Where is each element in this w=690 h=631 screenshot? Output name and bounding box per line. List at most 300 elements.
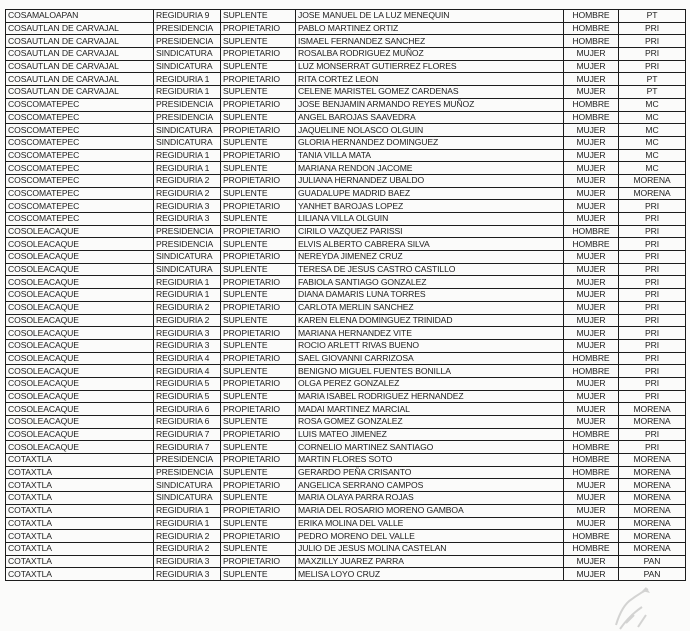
position-cell: REGIDURIA 5 [154, 377, 221, 390]
municipality-cell: COSAUTLAN DE CARVAJAL [6, 86, 154, 99]
role-cell: PROPIETARIO [221, 504, 296, 517]
candidate-name-cell: ANGEL BAROJAS SAAVEDRA [296, 111, 564, 124]
role-cell: PROPIETARIO [221, 530, 296, 543]
gender-cell: HOMBRE [564, 365, 619, 378]
table-row [6, 479, 686, 492]
municipality-cell: COSOLEACAQUE [6, 403, 154, 416]
table-row [6, 466, 686, 479]
role-cell: PROPIETARIO [221, 174, 296, 187]
position-cell: SINDICATURA [154, 60, 221, 73]
gender-cell: MUJER [564, 517, 619, 530]
party-cell: PRI [619, 213, 686, 226]
role-cell: PROPIETARIO [221, 301, 296, 314]
candidate-table-body [6, 10, 686, 581]
table-row [6, 22, 686, 35]
position-cell: SINDICATURA [154, 48, 221, 61]
party-cell: MORENA [619, 530, 686, 543]
party-cell: PRI [619, 441, 686, 454]
gender-cell: MUJER [564, 377, 619, 390]
party-cell: PRI [619, 365, 686, 378]
candidate-name-cell: GUADALUPE MADRID BAEZ [296, 187, 564, 200]
gender-cell: MUJER [564, 124, 619, 137]
party-cell: PRI [619, 238, 686, 251]
municipality-cell: COSCOMATEPEC [6, 174, 154, 187]
candidate-name-cell: JOSE BENJAMIN ARMANDO REYES MUÑOZ [296, 98, 564, 111]
table-row [6, 48, 686, 61]
party-cell: PRI [619, 352, 686, 365]
gender-cell: HOMBRE [564, 238, 619, 251]
table-row [6, 35, 686, 48]
candidate-name-cell: FABIOLA SANTIAGO GONZALEZ [296, 276, 564, 289]
candidate-name-cell: MADAI MARTINEZ MARCIAL [296, 403, 564, 416]
municipality-cell: COSCOMATEPEC [6, 200, 154, 213]
candidate-name-cell: MAXZILLY JUAREZ PARRA [296, 555, 564, 568]
role-cell: SUPLENTE [221, 441, 296, 454]
candidate-name-cell: LILIANA VILLA OLGUIN [296, 213, 564, 226]
candidate-name-cell: MARIA ISABEL RODRIGUEZ HERNANDEZ [296, 390, 564, 403]
table-row [6, 441, 686, 454]
role-cell: SUPLENTE [221, 263, 296, 276]
table-row [6, 73, 686, 86]
gender-cell: MUJER [564, 504, 619, 517]
municipality-cell: COSAUTLAN DE CARVAJAL [6, 60, 154, 73]
municipality-cell: COSCOMATEPEC [6, 213, 154, 226]
position-cell: REGIDURIA 7 [154, 428, 221, 441]
party-cell: MORENA [619, 479, 686, 492]
position-cell: REGIDURIA 1 [154, 73, 221, 86]
role-cell: SUPLENTE [221, 86, 296, 99]
party-cell: MORENA [619, 187, 686, 200]
table-row [6, 568, 686, 581]
party-cell: PRI [619, 390, 686, 403]
table-row [6, 86, 686, 99]
gender-cell: MUJER [564, 149, 619, 162]
table-row [6, 428, 686, 441]
municipality-cell: COSAUTLAN DE CARVAJAL [6, 48, 154, 61]
candidate-name-cell: LUZ MONSERRAT GUTIERREZ FLORES [296, 60, 564, 73]
candidate-name-cell: TERESA DE JESUS CASTRO CASTILLO [296, 263, 564, 276]
candidate-name-cell: JULIANA HERNANDEZ UBALDO [296, 174, 564, 187]
table-row [6, 174, 686, 187]
candidate-name-cell: MARIANA RENDON JACOME [296, 162, 564, 175]
position-cell: REGIDURIA 4 [154, 352, 221, 365]
municipality-cell: COTAXTLA [6, 517, 154, 530]
role-cell: SUPLENTE [221, 314, 296, 327]
position-cell: REGIDURIA 1 [154, 517, 221, 530]
gender-cell: MUJER [564, 60, 619, 73]
party-cell: MC [619, 124, 686, 137]
municipality-cell: COTAXTLA [6, 479, 154, 492]
municipality-cell: COSOLEACAQUE [6, 314, 154, 327]
role-cell: SUPLENTE [221, 339, 296, 352]
candidate-table [5, 9, 686, 581]
official-stamp-mark [612, 585, 654, 631]
role-cell: PROPIETARIO [221, 479, 296, 492]
position-cell: REGIDURIA 5 [154, 390, 221, 403]
party-cell: PRI [619, 327, 686, 340]
role-cell: SUPLENTE [221, 466, 296, 479]
party-cell: PRI [619, 377, 686, 390]
role-cell: SUPLENTE [221, 390, 296, 403]
position-cell: REGIDURIA 6 [154, 416, 221, 429]
gender-cell: HOMBRE [564, 530, 619, 543]
party-cell: MORENA [619, 504, 686, 517]
role-cell: PROPIETARIO [221, 352, 296, 365]
candidate-name-cell: JAQUELINE NOLASCO OLGUIN [296, 124, 564, 137]
position-cell: REGIDURIA 1 [154, 504, 221, 517]
role-cell: SUPLENTE [221, 542, 296, 555]
municipality-cell: COTAXTLA [6, 454, 154, 467]
gender-cell: MUJER [564, 314, 619, 327]
gender-cell: MUJER [564, 555, 619, 568]
role-cell: SUPLENTE [221, 111, 296, 124]
role-cell: PROPIETARIO [221, 555, 296, 568]
party-cell: PRI [619, 60, 686, 73]
gender-cell: HOMBRE [564, 441, 619, 454]
role-cell: SUPLENTE [221, 136, 296, 149]
gender-cell: MUJER [564, 213, 619, 226]
party-cell: MORENA [619, 174, 686, 187]
role-cell: PROPIETARIO [221, 276, 296, 289]
position-cell: REGIDURIA 2 [154, 542, 221, 555]
gender-cell: MUJER [564, 492, 619, 505]
position-cell: REGIDURIA 2 [154, 187, 221, 200]
candidate-name-cell: SAEL GIOVANNI CARRIZOSA [296, 352, 564, 365]
role-cell: PROPIETARIO [221, 403, 296, 416]
gender-cell: MUJER [564, 136, 619, 149]
municipality-cell: COSAMALOAPAN [6, 10, 154, 23]
municipality-cell: COSCOMATEPEC [6, 98, 154, 111]
table-row [6, 314, 686, 327]
party-cell: PT [619, 86, 686, 99]
table-row [6, 213, 686, 226]
table-row [6, 517, 686, 530]
role-cell: SUPLENTE [221, 517, 296, 530]
gender-cell: MUJER [564, 187, 619, 200]
position-cell: REGIDURIA 3 [154, 327, 221, 340]
role-cell: SUPLENTE [221, 187, 296, 200]
gender-cell: MUJER [564, 568, 619, 581]
gender-cell: HOMBRE [564, 35, 619, 48]
party-cell: PRI [619, 289, 686, 302]
position-cell: REGIDURIA 3 [154, 200, 221, 213]
table-row [6, 200, 686, 213]
gender-cell: HOMBRE [564, 225, 619, 238]
candidate-name-cell: ROSALBA RODRIGUEZ MUÑOZ [296, 48, 564, 61]
position-cell: SINDICATURA [154, 124, 221, 137]
gender-cell: HOMBRE [564, 98, 619, 111]
role-cell: PROPIETARIO [221, 327, 296, 340]
municipality-cell: COSOLEACAQUE [6, 263, 154, 276]
position-cell: REGIDURIA 9 [154, 10, 221, 23]
table-row [6, 149, 686, 162]
table-row [6, 492, 686, 505]
position-cell: PRESIDENCIA [154, 22, 221, 35]
table-row [6, 187, 686, 200]
position-cell: REGIDURIA 3 [154, 213, 221, 226]
party-cell: PT [619, 10, 686, 23]
position-cell: SINDICATURA [154, 492, 221, 505]
table-row [6, 365, 686, 378]
position-cell: REGIDURIA 7 [154, 441, 221, 454]
party-cell: MORENA [619, 492, 686, 505]
candidate-name-cell: KAREN ELENA DOMINGUEZ TRINIDAD [296, 314, 564, 327]
candidate-name-cell: GERARDO PEÑA CRISANTO [296, 466, 564, 479]
role-cell: SUPLENTE [221, 416, 296, 429]
position-cell: REGIDURIA 3 [154, 339, 221, 352]
municipality-cell: COTAXTLA [6, 555, 154, 568]
municipality-cell: COSCOMATEPEC [6, 149, 154, 162]
municipality-cell: COSCOMATEPEC [6, 162, 154, 175]
gender-cell: MUJER [564, 200, 619, 213]
position-cell: REGIDURIA 1 [154, 149, 221, 162]
candidate-name-cell: CARLOTA MERLIN SANCHEZ [296, 301, 564, 314]
party-cell: MORENA [619, 416, 686, 429]
party-cell: PAN [619, 568, 686, 581]
candidate-name-cell: YANHET BAROJAS LOPEZ [296, 200, 564, 213]
candidate-name-cell: PEDRO MORENO DEL VALLE [296, 530, 564, 543]
candidate-name-cell: OLGA PEREZ GONZALEZ [296, 377, 564, 390]
candidate-name-cell: GLORIA HERNANDEZ DOMINGUEZ [296, 136, 564, 149]
table-row [6, 98, 686, 111]
position-cell: REGIDURIA 1 [154, 289, 221, 302]
municipality-cell: COSAUTLAN DE CARVAJAL [6, 73, 154, 86]
role-cell: PROPIETARIO [221, 251, 296, 264]
municipality-cell: COSCOMATEPEC [6, 136, 154, 149]
party-cell: MORENA [619, 542, 686, 555]
municipality-cell: COTAXTLA [6, 542, 154, 555]
position-cell: REGIDURIA 3 [154, 568, 221, 581]
position-cell: SINDICATURA [154, 263, 221, 276]
gender-cell: MUJER [564, 73, 619, 86]
table-row [6, 111, 686, 124]
position-cell: SINDICATURA [154, 251, 221, 264]
table-row [6, 238, 686, 251]
position-cell: REGIDURIA 1 [154, 86, 221, 99]
position-cell: PRESIDENCIA [154, 35, 221, 48]
role-cell: PROPIETARIO [221, 98, 296, 111]
gender-cell: MUJER [564, 403, 619, 416]
position-cell: PRESIDENCIA [154, 111, 221, 124]
municipality-cell: COSOLEACAQUE [6, 441, 154, 454]
table-row [6, 289, 686, 302]
municipality-cell: COSAUTLAN DE CARVAJAL [6, 22, 154, 35]
candidate-name-cell: PABLO MARTINEZ ORTIZ [296, 22, 564, 35]
table-row [6, 136, 686, 149]
municipality-cell: COTAXTLA [6, 466, 154, 479]
municipality-cell: COSOLEACAQUE [6, 225, 154, 238]
gender-cell: HOMBRE [564, 466, 619, 479]
municipality-cell: COSOLEACAQUE [6, 365, 154, 378]
candidate-name-cell: ROCIO ARLETT RIVAS BUENO [296, 339, 564, 352]
role-cell: SUPLENTE [221, 492, 296, 505]
role-cell: SUPLENTE [221, 162, 296, 175]
position-cell: SINDICATURA [154, 479, 221, 492]
table-row [6, 276, 686, 289]
party-cell: MORENA [619, 403, 686, 416]
gender-cell: HOMBRE [564, 10, 619, 23]
party-cell: MC [619, 136, 686, 149]
position-cell: REGIDURIA 1 [154, 276, 221, 289]
party-cell: MC [619, 162, 686, 175]
municipality-cell: COSOLEACAQUE [6, 301, 154, 314]
gender-cell: MUJER [564, 327, 619, 340]
party-cell: PT [619, 73, 686, 86]
table-row [6, 403, 686, 416]
municipality-cell: COSOLEACAQUE [6, 390, 154, 403]
party-cell: PRI [619, 225, 686, 238]
municipality-cell: COSCOMATEPEC [6, 124, 154, 137]
gender-cell: MUJER [564, 339, 619, 352]
municipality-cell: COSOLEACAQUE [6, 377, 154, 390]
candidate-list-sheet [5, 9, 685, 581]
role-cell: PROPIETARIO [221, 225, 296, 238]
gender-cell: MUJER [564, 48, 619, 61]
position-cell: REGIDURIA 6 [154, 403, 221, 416]
party-cell: MORENA [619, 466, 686, 479]
gender-cell: MUJER [564, 251, 619, 264]
municipality-cell: COTAXTLA [6, 492, 154, 505]
table-row [6, 251, 686, 264]
role-cell: PROPIETARIO [221, 377, 296, 390]
position-cell: PRESIDENCIA [154, 466, 221, 479]
candidate-name-cell: MARIA OLAYA PARRA ROJAS [296, 492, 564, 505]
position-cell: REGIDURIA 1 [154, 162, 221, 175]
municipality-cell: COSOLEACAQUE [6, 238, 154, 251]
gender-cell: HOMBRE [564, 111, 619, 124]
party-cell: PRI [619, 22, 686, 35]
position-cell: PRESIDENCIA [154, 225, 221, 238]
gender-cell: MUJER [564, 390, 619, 403]
candidate-name-cell: MARIA DEL ROSARIO MORENO GAMBOA [296, 504, 564, 517]
table-row [6, 301, 686, 314]
table-row [6, 162, 686, 175]
table-row [6, 454, 686, 467]
gender-cell: HOMBRE [564, 352, 619, 365]
role-cell: SUPLENTE [221, 35, 296, 48]
role-cell: SUPLENTE [221, 238, 296, 251]
party-cell: PAN [619, 555, 686, 568]
party-cell: MC [619, 98, 686, 111]
candidate-name-cell: ANGELICA SERRANO CAMPOS [296, 479, 564, 492]
candidate-name-cell: CELENE MARISTEL GOMEZ CARDENAS [296, 86, 564, 99]
candidate-name-cell: ERIKA MOLINA DEL VALLE [296, 517, 564, 530]
position-cell: REGIDURIA 3 [154, 555, 221, 568]
role-cell: PROPIETARIO [221, 200, 296, 213]
candidate-name-cell: DIANA DAMARIS LUNA TORRES [296, 289, 564, 302]
party-cell: PRI [619, 48, 686, 61]
role-cell: PROPIETARIO [221, 48, 296, 61]
role-cell: PROPIETARIO [221, 73, 296, 86]
municipality-cell: COSOLEACAQUE [6, 276, 154, 289]
candidate-name-cell: ISMAEL FERNANDEZ SANCHEZ [296, 35, 564, 48]
position-cell: REGIDURIA 2 [154, 530, 221, 543]
position-cell: REGIDURIA 2 [154, 314, 221, 327]
candidate-name-cell: NEREYDA JIMENEZ CRUZ [296, 251, 564, 264]
role-cell: SUPLENTE [221, 365, 296, 378]
role-cell: PROPIETARIO [221, 149, 296, 162]
party-cell: PRI [619, 276, 686, 289]
candidate-name-cell: ELVIS ALBERTO CABRERA SILVA [296, 238, 564, 251]
party-cell: PRI [619, 35, 686, 48]
role-cell: SUPLENTE [221, 60, 296, 73]
role-cell: PROPIETARIO [221, 454, 296, 467]
gender-cell: HOMBRE [564, 454, 619, 467]
gender-cell: MUJER [564, 86, 619, 99]
table-row [6, 327, 686, 340]
role-cell: PROPIETARIO [221, 124, 296, 137]
position-cell: REGIDURIA 4 [154, 365, 221, 378]
table-row [6, 416, 686, 429]
gender-cell: MUJER [564, 479, 619, 492]
gender-cell: HOMBRE [564, 542, 619, 555]
table-row [6, 124, 686, 137]
table-row [6, 530, 686, 543]
party-cell: PRI [619, 428, 686, 441]
candidate-name-cell: MELISA LOYO CRUZ [296, 568, 564, 581]
table-row [6, 10, 686, 23]
role-cell: SUPLENTE [221, 568, 296, 581]
party-cell: PRI [619, 339, 686, 352]
party-cell: PRI [619, 200, 686, 213]
candidate-name-cell: RITA CORTEZ LEON [296, 73, 564, 86]
table-row [6, 377, 686, 390]
role-cell: PROPIETARIO [221, 22, 296, 35]
candidate-name-cell: JULIO DE JESUS MOLINA CASTELAN [296, 542, 564, 555]
municipality-cell: COSOLEACAQUE [6, 339, 154, 352]
position-cell: PRESIDENCIA [154, 238, 221, 251]
party-cell: PRI [619, 263, 686, 276]
table-row [6, 390, 686, 403]
municipality-cell: COSCOMATEPEC [6, 187, 154, 200]
candidate-name-cell: BENIGNO MIGUEL FUENTES BONILLA [296, 365, 564, 378]
municipality-cell: COSOLEACAQUE [6, 416, 154, 429]
municipality-cell: COSOLEACAQUE [6, 289, 154, 302]
candidate-name-cell: MARTIN FLORES SOTO [296, 454, 564, 467]
role-cell: SUPLENTE [221, 289, 296, 302]
gender-cell: MUJER [564, 162, 619, 175]
party-cell: PRI [619, 251, 686, 264]
municipality-cell: COSOLEACAQUE [6, 352, 154, 365]
gender-cell: MUJER [564, 289, 619, 302]
role-cell: SUPLENTE [221, 213, 296, 226]
party-cell: MORENA [619, 517, 686, 530]
table-row [6, 504, 686, 517]
table-row [6, 555, 686, 568]
municipality-cell: COSCOMATEPEC [6, 111, 154, 124]
position-cell: REGIDURIA 2 [154, 301, 221, 314]
table-row [6, 225, 686, 238]
gender-cell: HOMBRE [564, 22, 619, 35]
party-cell: MC [619, 149, 686, 162]
table-row [6, 60, 686, 73]
table-row [6, 542, 686, 555]
position-cell: REGIDURIA 2 [154, 174, 221, 187]
candidate-name-cell: LUIS MATEO JIMENEZ [296, 428, 564, 441]
candidate-name-cell: CORNELIO MARTINEZ SANTIAGO [296, 441, 564, 454]
table-row [6, 352, 686, 365]
gender-cell: MUJER [564, 301, 619, 314]
candidate-name-cell: JOSE MANUEL DE LA LUZ MENEQUIN [296, 10, 564, 23]
municipality-cell: COSOLEACAQUE [6, 428, 154, 441]
gender-cell: MUJER [564, 174, 619, 187]
table-row [6, 339, 686, 352]
candidate-name-cell: CIRILO VAZQUEZ PARISSI [296, 225, 564, 238]
party-cell: MC [619, 111, 686, 124]
candidate-name-cell: MARIANA HERNANDEZ VITE [296, 327, 564, 340]
position-cell: PRESIDENCIA [154, 454, 221, 467]
position-cell: SINDICATURA [154, 136, 221, 149]
